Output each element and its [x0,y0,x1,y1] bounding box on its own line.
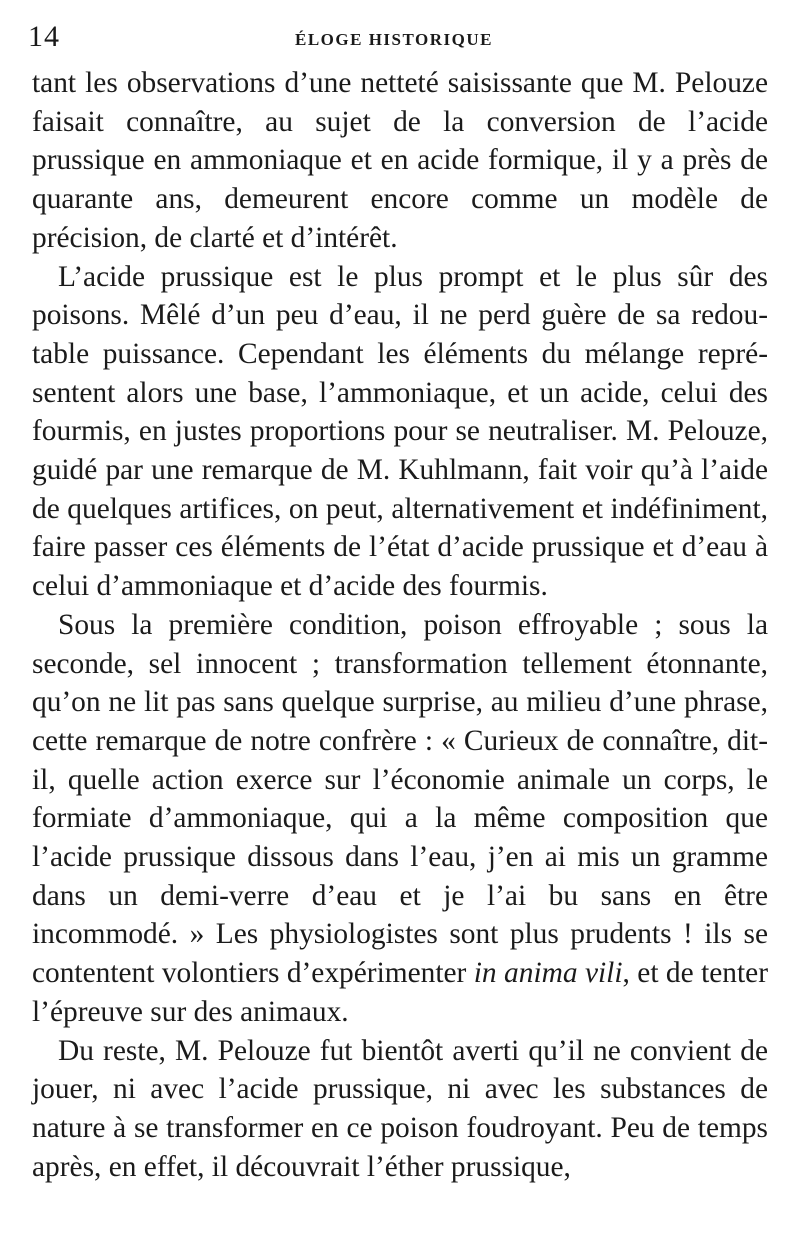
body-text [32,64,768,1186]
paragraph-3-text-end: , et de tenter l’épreuve sur des animaux. [32,957,769,1028]
page-number: 14 [28,20,60,53]
latin-phrase: in anima vili [473,957,623,990]
paragraph-4: Du reste, M. Pelouze fut bientôt averti qu’il ne convient de jouer, ni avec l’acide prussique, ni avec les substances de nature à se transformer en ce poison foudroyant. Peu de temps après, en effet, il découvrait l’éther prussique, [32,1034,768,1183]
paragraph-3 [32,606,768,1032]
paragraph-2: L’acide prussique est le plus prompt et le plus sûr des poisons. Mêlé d’un peu d’eau, il ne perd guère de sa redoutable puissance. Cependant les éléments du mélange représentent alors une base, l’ammoniaque, et un acide, celui des fourmis, en justes proportions pour se neutraliser. M. Pelouze, guidé par une remarque de M. Kuhlmann, fait voir qu’à l’aide de quelques artifices, on peut, alternativement et indéfiniment, faire passer ces éléments de l’état d’acide prussique et d’eau à celui d’ammoniaque et d’acide des fourmis. [32,260,768,603]
page-header [28,22,760,52]
paragraph-3-text: Sous la première condition, poison effroyable ; sous la seconde, sel innocent ; transformation tellement étonnante, qu’on ne lit pas sans quelque surprise, au milieu d’une phrase, cette remarque de notre confrère : « Curieux de connaître, dit-il, quelle action exerce sur l’économie animale un corps, le formiate d’ammoniaque, qui a la même composition que l’acide prussique dissous dans l’eau, j’en ai mis un gramme dans un demi-verre d’eau et je l’ai bu sans en être incommodé. » Les physiologistes sont plus prudents ! ils se contentent volontiers d’expérimenter [32,608,768,990]
running-head: ÉLOGE HISTORIQUE [295,30,493,49]
paragraph-1: tant les observations d’une netteté saisissante que M. Pelouze faisait connaître, au sujet de la conversion de l’acide prussique en ammoniaque et en acide formique, il y a près de quarante ans, demeurent encore comme un modèle de précision, de clarté et d’intérêt. [32,67,768,254]
